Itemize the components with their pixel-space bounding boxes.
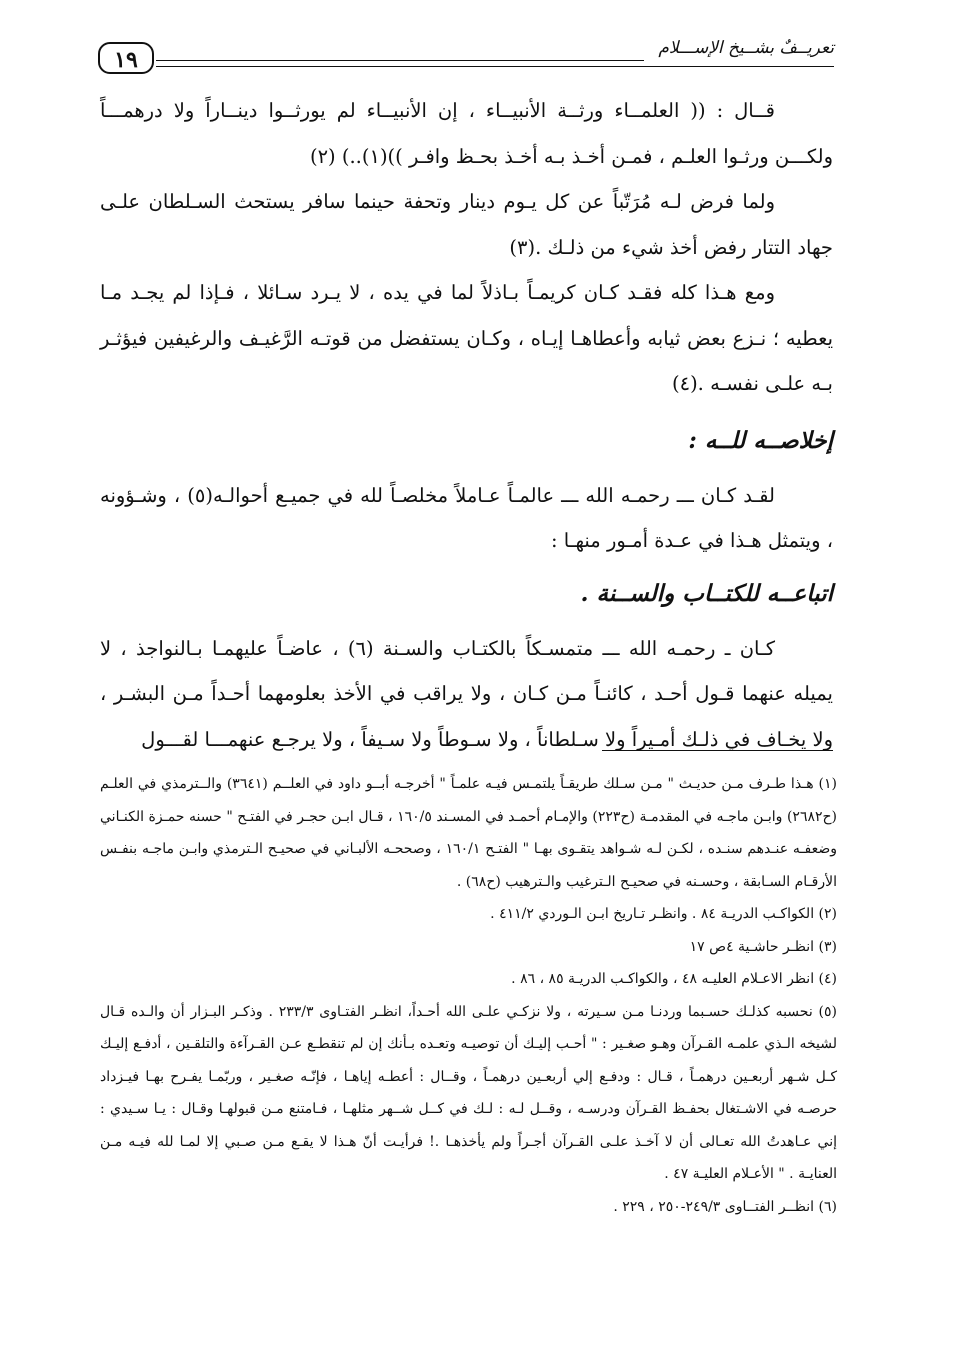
header-rule (156, 60, 644, 61)
paragraph: قــال : (( العلمــاء ورثــة الأنبيــاء ، إن الأنبيــاء لم يورثــوا دينــاراً ولا درهمـــاً ولكـــن ورثـوا العلـم ، فمـن أخـذ بـه أخـذ بحـظ وافـر ))(١)..) (٢) (100, 99, 833, 168)
running-title: تعريــفٌ بشــيخ الإســـلام (658, 38, 834, 58)
footnotes (100, 768, 837, 1223)
main-text (100, 88, 833, 762)
paragraph: ومع هـذا كله فقـد كـان كريمـاً بـاذلاً لما في يده ، لا يـرد سـائلا ، فـإذا لم يجـد مـا يعطيه ؛ نـزع بعض ثيابه وأعطاهـا إيـاه ، وكـان يستفضل من قوتـه الرَّغيـف والرغيفين فيؤثـر بـه علـى نفسـه .(٤) (100, 281, 833, 395)
paragraph: ولما فرض لـه مُرَتّباً عن كل يـوم دينار وتحفة حينما سافر يستحث السـلطان علـى جهاد التتار رفض أخذ شيء من ذلـك .(٣) (100, 190, 833, 259)
header-rule (156, 66, 834, 67)
paragraph: لقـد كـان ـــ رحمـه الله ـــ عالمـاً عـاملاً مخلصـاً لله في جميـع أحوالـه(٥) ، وشـؤونه ، ويتمثل هـذا في عـدة أمـور منهـا : (100, 483, 833, 552)
paragraph: كـان ـ رحمـه الله ـــ متمسـكاً بالكتـاب والسـنة (٦) ، عاضـاً عليهمـا بـالنواجذ ، لا يميله عنهما قـول أحـد ، كائنـاً مـن كـان ، ولا يراقب في الأخذ بعلومهما أحـداً مـن البشـر ، ولا يخـاف في ذلـك أمـيراً ولا سـلطاناً ، ولا سـوطاً ولا سـيفاً ، ولا يرجـع عنهمـــا لقـــول (100, 636, 833, 751)
page-number: ١٩ (98, 42, 154, 74)
footnote: (٢) الكواكـب الدريـة ٨٤ . وانظـر تـاريخ ابـن الـوردي ٤١١/٢ . (490, 906, 837, 922)
footnote: (١) هـذا طـرف مـن حديـث " مـن سـلك طريقـاً يلتمـس فيـه علمـاً " أخرجـه أبــو داود في العلــم (٣٦٤١) والــترمذي في العلـم (ح٢٦٨٢) وابـن ماجـه في المقدمـة (ح٢٢٣) والإمـام أحمـد في المسـند ١٦٠/٥ ، قـال ابـن حجـر في الفتـح " حسنه حمـزة الكنـاني وضعفـه عنـدهم سنـده ، لكـن لـه شـواهد يتقـوى بهـا " الفتـح ١٦٠/١ ، وصححـه الألبـاني في صحيـح الـترمذي وابـن ماجـه بنفـس الأرقـام السـابقة ، وحسـنه في صحيـح الـترغيب والـترهيب (ح٦٨) . (100, 776, 837, 890)
footnote: (٣) انظـر حاشـية ٤ص ١٧ (689, 938, 837, 955)
footnote: (٥) نحسبه كذلـك حسـبما وردنـا مـن سـيرته ، ولا نزكـي علـى الله أحـداً، انظـر الفتـاوى ٢٣٣/٣ . وذكـر البـزار أن والـده قـال لشيخه الـذي علمـه القـرآن وهـو صغـير : " أحـب إليـك أن توصيـه وتعـده بـأنك إن لم تنقطـع عـن القـرآءة والتلقـين ، أدفـع إليـك كـل شـهر أربعـين درهمـاً ، قـال : ودفـع إلي أربعـين درهمـاً ، وقــال : أعطـه إياهـا ، فإنّـه صغـير ، وربّمـا يفـرح بهـا فيـزداد حرصـه في الاشـتغال بحفـظ القـرآن ودرسـه ، وقــل لـه : لـك في كــل شــهر مثلهـا ، فـامتنع مـن قبولهـا وقـال : يـا سـيدي : إني عـاهدتُ الله تعـالى أن لا آخـذ علـى القـرآن أجـراً ولم يأخذهـا .! فرأيـت أنّ هـذا لا يقـع مـن صـبي إلا لمـا لله فيـه مـن العنايـة . " الأعـلام العليـة ٤٧ . (100, 1003, 837, 1182)
footnote: (٤) انظر الاعـلام العليـه ٤٨ ، والكواكـب الدريـة ٨٥ ، ٨٦ . (511, 971, 837, 987)
page-header (98, 38, 834, 82)
section-heading: اتباعــه للكتــاب والســنة . (580, 579, 833, 607)
footnote-separator (602, 750, 833, 751)
footnote: (٦) انظــر الفتــاوى ٢٤٩/٣-٢٥٠ ، ٢٢٩ . (613, 1198, 837, 1215)
section-heading: إخلاصــه للــه : (688, 426, 833, 454)
